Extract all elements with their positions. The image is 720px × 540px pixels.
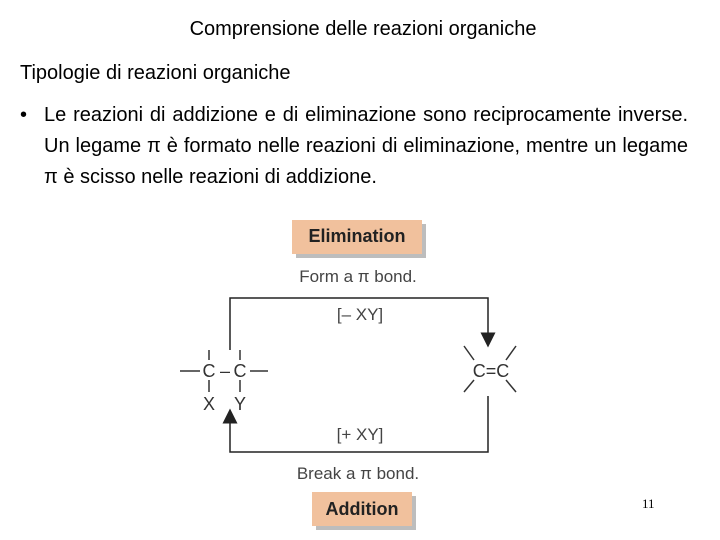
bullet-symbol: • [20, 104, 28, 126]
addition-label: Addition [325, 499, 399, 519]
elimination-label: Elimination [308, 226, 406, 246]
page-number: 11 [642, 496, 655, 511]
product-structure [464, 346, 516, 392]
reactant-x: X [202, 394, 216, 414]
reactant-bond: – [219, 361, 231, 381]
slide-title: Comprensione delle reazioni organiche [189, 18, 537, 40]
addition-caption: Break a π bond. [296, 464, 420, 483]
slide-subtitle: Tipologie di reazioni organiche [20, 62, 291, 84]
addition-reagent: [+ XY] [336, 425, 384, 444]
reactant-structure [180, 350, 268, 414]
bullet-text: Le reazioni di addizione e di eliminazione sono reciprocamente inverse. Un legame π è formato nelle reazioni di eliminazione, mentre un legame π è scisso nelle reazioni di addizione. [44, 104, 688, 188]
elimination-caption: Form a π bond. [299, 267, 417, 286]
reactant-carbon-2: C [233, 361, 247, 381]
product-formula: C=C [472, 361, 510, 381]
reactant-carbon-1: C [202, 361, 216, 381]
reactant-y: Y [233, 394, 247, 414]
elimination-reagent: [– XY] [336, 305, 384, 324]
